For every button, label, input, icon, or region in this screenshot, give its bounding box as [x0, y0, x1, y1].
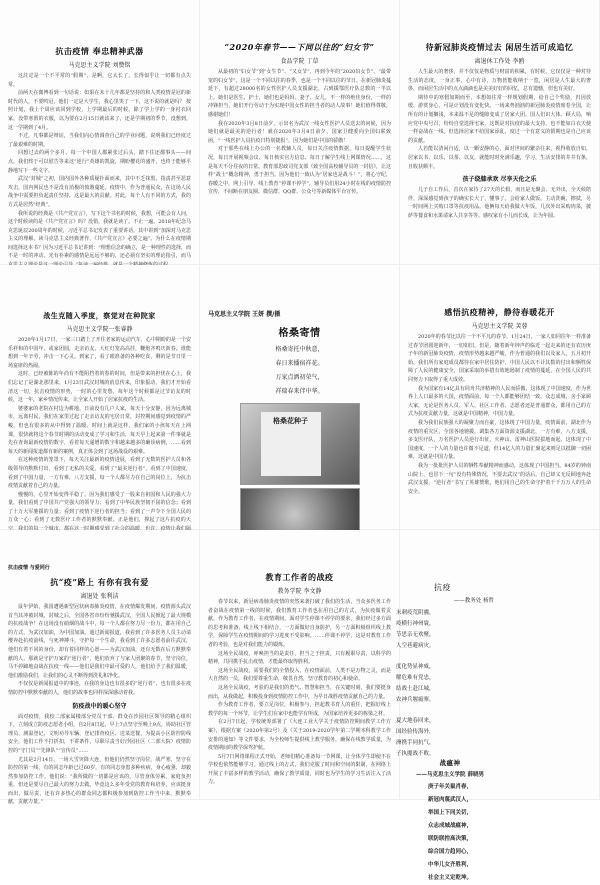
article-body — [208, 68, 391, 197]
paragraph: 回想过去的两个多月，每一个中国人都紧张过后头，踏下往还都事头——间点。我们终于可以慰告等来这“逆行”英雄的凯旋，期盼樱花的盛开，也终于能够平静地写下一些文字。 — [8, 150, 191, 174]
poem-line: 社会主义定乾坤。 — [427, 875, 472, 881]
paragraph: 人若能以清闲自适，以一颗安静的心，面对世间的繁杂往来，视得收放自如，居家以书、以乐、以茶、以友，就能时时充满乐趣，学习，生活安排的井井有条，且收获颇丰。 — [408, 146, 591, 170]
paragraph: 前两天在微博看到一句话说：如果在未十几年都是坚持的和人类疫情是冠的新时代的人，不要鸣冠，他们一定是大学生，我心里笑了一下，这不说的就是吗？ 按照计划，我上个周应该回到学校，上学期最后的时候。除了学上学的一身衬衣回家，没带寒假的衣服，以为要在2月15日就该来了，还是学期初的季节，没想到，这一学期到了4月。 — [8, 90, 191, 131]
poem-line: 综合国力趋同心， — [427, 849, 472, 855]
poem-line: 万家点洒初荣气， — [275, 374, 324, 381]
paragraph: 我为我们民族强大的凝聚力而自豪，这体现了中国力量，疫情面前，湖北作为疫情的重灾区，全国各地驰援，调集各方面资源支援湖北，一方有难，八方支援，多支医疗队，万名医护人员逆行出征，火神山、雷神山医院拔地而起，这体现了中国速度，一个人的力量也许微不足道，但14亿人的力量汇聚起来则足以抵御一切困难，这就是中国力量。 — [408, 419, 591, 461]
poem-line: 洲携手同抗气， — [396, 740, 435, 746]
paragraph: 这场全民战疫，呼唤担当的是责任，担当之于担责，只有履职尽责，以科学的精神，共同携手抗击疫情，才能最终取得胜利。 — [208, 650, 391, 666]
page-4 — [0, 265, 200, 530]
poem-line: 子执魔战不败。 — [396, 751, 435, 757]
page-9 — [396, 530, 600, 881]
poem-line: 结战士赴江城， — [396, 686, 435, 692]
section-tag: 抗击疫情 与爱同行 — [8, 565, 50, 571]
poem-body — [400, 781, 500, 885]
paragraph: 我为国家有14亿具有同舟共济精神的人民而骄傲，这体现了中国速度，作为世界上人口最多的大国，疫情面前，每一个人都能够团结一致、众志成城，舍小家顾大家，无论是医务人员、军人、社区工作者、志愿者还是普通群众，都用自己的方式为抗疫贡献力量，这就是中国精神，中国力量。 — [408, 385, 591, 418]
paragraph: 鼠年伊始，我国遭遇新型冠状病毒肺炎疫情，在疫情爆发期间，疫情源头武汉首当其冲被封城，封城之后，全国各省市纷纷驰援武汉，全国人民掀起了最大规模的抗疫战争！在这场没有硝烟的战斗中，每一个人都在努力尽一份力，都在用自己的方式，为武汉加油，为中国加油。通过新闻报道，我看到了许多医务人员主动请缨奔赴抗疫前线，与死神搏斗，守护每一个生命，我看到了许多志愿者前往武汉，他们有着不同的身份，却有着同样的心愿——为武汉加油，还有无数在后方默默奉献的人，那就是守护万家的“逆行者”，他们放弃了与家人团聚的春节，坚守岗位，马不停蹄地奋战在抗疫一线——他们是我们中最可爱的人，他们给予了我们温暖，他们激励我们，让我们的心灵不断得到洗礼和净化。 — [8, 604, 191, 679]
paragraph: 春节以来，新冠病毒肺炎疫情的突然来袭打破了我们的生活，当众多医务工作者奋战在疫情第一线的时候，我们教育工作者也在用自己的方式，为抗疫做着贡献，作为教育工作者，在疫情期间，面对学生停课不停学的要求，我们经过多方面的思考和准备，线上线下相结合，一方面做好自身防护，另一方面积极组织线上教学，保障学生在疫情期间的学习进度不受影响。……停课不停学，这是对教育工作者的考验，也是对我们能力的锻炼。 — [208, 599, 391, 648]
poem-line: 农神兵堰瘟寨。 — [396, 697, 435, 703]
poem-line: 中华儿女齐胜利， — [427, 862, 472, 868]
article-title: 抗击疫情 奉忠精神武器 — [55, 46, 144, 56]
seed-packet-photo — [240, 403, 360, 485]
page-header: 马克思主义学院 王妍 撰/摄 — [208, 311, 281, 318]
poem-line: 联防联控高决策， — [427, 836, 472, 842]
article-author: 食品学院 丁草 — [280, 58, 319, 65]
page-2 — [200, 0, 400, 265]
paragraph: 从最初的“妇女节”到“女生节”、“又女节”，再到今年的“2020妇女节”、“最带宠的妇女节”，这是一个不同以往的春季，也是一个不同以往的节日。在新冠肺炎蔓延下，有超过28000名的女性医护人员支援湖北，占到援鄂医疗队总数的一半以上。她们是医生、护士，她们也是妈妈、妻子、女儿，不一样的绝佳身份，一样的冲锋担当，她们开行劳动于为实现中国女性的担当者的动人故事！她们值得尊敬，感谢她们！ — [208, 69, 391, 118]
poem-line: 夏大地春回来， — [396, 718, 435, 724]
poem-line: 众志成城战瘟神， — [427, 823, 472, 829]
poem-line: 节思亲无欢聚， — [396, 632, 435, 638]
paragraph: 2020年1月17日，一家三口踏上了开往老家的运动汽车，心中期盼的是一个安乐祥和的中国年，或家团圆，走亲访友，大红灯笼高高挂，鞭炮齐鸣庆新春。谁能想到一年辛劳，冲击一下心灵。到家了，看了眼准备的各种吃食，剩的是节日里一场宴席的热闹。 — [8, 337, 191, 369]
paragraph: 这时，已经被陈的年尚有不能阻挡着的春的时间，但是带来的担忧在心上，我们忘记了是湖北那里来，1月23日武汉封城的消息传来，印象振动，我们才开始看清这一切，抗击疫情的形势，一时的心里发愁，每年这个时候都是过节访友的时候，这一年，家乡情况传来，让全家人开始了居家抗疫的生活。 — [8, 371, 191, 404]
poem-line: 末刺疫荒阴霾， — [396, 610, 435, 616]
poem-line: 国经验传海外， — [396, 729, 435, 735]
paragraph: 5月7日网络课程正式开始，老师们精心准备每一节网课，让全体学生即使不在学校也依然能够学习。通过线上的方式，我们克服了时间和空间的限制，在网络上开展了丰富多样的教学活动，确保了教学质量，同时也为学生的学习生活注入了活力。 — [208, 753, 391, 786]
poem-line: 疫横行神州寰， — [396, 621, 435, 627]
article-author: 马克思主义学院 刘赞铭 — [68, 62, 131, 69]
poem-line: 春日来播宿祥花。 — [275, 360, 324, 367]
seed-packet-card: 格桑花种子 — [261, 412, 321, 476]
poem-body — [396, 608, 494, 760]
article-body — [8, 603, 191, 807]
section-heading: 防疫战中的暖心坚守 — [72, 702, 127, 710]
page-6 — [400, 265, 600, 530]
article-title: 待新冠肺炎疫情过去 闲居生活可成追忆 — [425, 42, 574, 52]
article-title: 战生克随入季度，察觉对在种院家 — [43, 311, 156, 320]
paragraph: 慢慢的，心里开始变得平稳了。因为我们感受了一股来自祖国和人民的强大力量，我们看到了中国共产党强大的领导力；看到了中华民族坚韧不屈的信念；看到了十万大军驰援的力量；看到了疫情下逆行者的担当；看到了一声令下全国人民的万众一心；看到了无数医疗工作者的默默奉献。正是他们，撑起了这片抗疫的天 — [8, 491, 191, 524]
poem-line: 解危难有党忠， — [396, 675, 435, 681]
paragraph: 这场全民战疫，考验的是我们的勇气、智慧和担当，在关键时刻，我们要挺身而出，从我做起，积极投身到疫情防控工作中，为早日战胜疫情贡献自己的力量。 — [208, 684, 391, 700]
paragraph: 婆婆家的老院在村边为耕地，日前没有几户人家，每天十分安静，因为远离城市，远离村民，我们在家里过起了走亲访友的宅居日常，封控期间感觉到疫情的严峻，但也有很多的从中得到了温暖，时间上就是这样，我们家的小孩每天在上网课，很快就将这个春节时期的活动变成了学习和生活，每天早上起来第一件事就是先在查询最新疫情的数字，看着每天递增的数字和越来越多的确诊病例，……看到每天的新闻报道都有新的案例，真正体会到了这场战役的艰难。 — [8, 405, 191, 455]
page-5 — [200, 265, 400, 530]
poem-author: ——马克思主义学院 薛晓男 — [416, 772, 484, 778]
article-title: 抗“疫”路上 有你有我有爱 — [50, 577, 149, 587]
paragraph: 我为一批批医护人员的牺牲奉献精神而感动，这体现了中国担当。84岁的钟南山院士，也冒下一句“没有特殊情况，不要去武汉”的话后，自己却义无反顾地奔赴武汉支援，“逆行者”书写了英雄赞歌，他们用自己的生命守护着千千万万人的生命安全。 — [408, 462, 591, 495]
paragraph: 期待中的寒假如期而至，本想如往常一样规划假期，给自己个奖励，归因放缓、游赏身心，可是计划没有变化快。一场来势汹汹的新冠肺炎疫情席卷全国，让所有的计划搁浅，本来温不足的缝隙变成了居家大团。国人们识大体、顾大局，响应党中央号召，纷纷自觉选择宅家，这既是对抗疫的最大支持，也不能如白衣天使一样奋战在一线。但选择居家不给国家添乱，度过一个有意义的假期也是自己应该的贡献。 — [408, 94, 591, 144]
paragraph: 面对疫情，我校二部家属楼部分党员干部、群众在沙园社区领导的精心组织下，立刻成立防疫志愿者小组，自2月8日起，早上7点坚守至晚上9点，协助社区管理员、测温登记、文明劝导车辆、登记排查疫区、送菜送餐，为提高小区防控防线安全，他们工作不打折扣，不讲条件，尽职尽责当好沙园社区（二部大院）疫情防控的“守门员”“先锋队”“宣传员”…… — [8, 713, 191, 754]
paragraph: 这场全民战疫，需要我们的全情投入，在疫情面前，人类不是万物之灵，而是大自然的一员，我们要尊重生命，敬畏自然，坚守教育的初心和使命。 — [208, 667, 391, 683]
paragraph: 我在2020年3月8日前夕，示出名为武汉一线女性医护人员送去的问候，因为她们就是最美的逆行者！就在2020年3月8日前夕，国家卫健委向全国妇联致函，“一线医护人员抗疫日特别捷报”，因为她们是中国的骄傲！ — [208, 120, 391, 144]
section-heading: 孩子绕膝承欢 尽享天伦之乐 — [462, 176, 537, 184]
article-body — [8, 72, 191, 270]
poem-line: 人空巷避病灾。 — [396, 643, 435, 649]
paragraph: 儿子自工作后，首次在家待了27天的长假，而且是无聚会、无外出，全天候陪伴，深深感觉到孩子的确实长大了，懂事了。会给家人做饭、主动洗碗、擦拭，另一时间网上买购口罩等抗疫用品。他俩每天给我做大年饭，几次外出采购肉菜，披萨等餐食和水果请家人共享等等。感叹家有小儿而长成，让为年圆。 — [408, 187, 591, 219]
page-3 — [400, 0, 600, 265]
article-title: 教育工作者的战疫 — [265, 572, 334, 582]
paragraph: 我所说的经典是《共产党宣言》，写下这个书名的时候，我想，可能会有人问，这个时候读的是《共产党宣言》吗？没错，我就是读了。不止一遍。2018年纪念马克思诞辰200周年的时候，习近平总书记发表了重要讲话，其中讲到“加深对马克思主义的理解，读马克思主义经典著作，《共产党宣言》必要之遍”。为什么在疫情期间选择这本书？因为习近平总书记讲到：“理想信念的确立，是一种理性的选择，而不是一时的冲动。光有朴素的感情是远远不够的，还必须有坚实的理论指引，而马 — [8, 210, 191, 260]
poem-title: 战瘟神 — [439, 759, 461, 767]
poem-line: 举国上下同关切， — [427, 810, 472, 816]
page-7 — [0, 530, 200, 806]
article-body — [408, 68, 591, 221]
paragraph: 作为教育工作者，要立足岗位，积极参与，担起教书育人的重任，把握好线上教学的每一个环节，让学生们在家中也能学有所成，为国家培养更多的栋梁之材。 — [208, 702, 391, 717]
article-body — [8, 336, 191, 542]
page-1 — [0, 0, 200, 265]
paragraph: 尤其是2月14日，一场大雪突降大连，但他们仍然坚守岗位，战严寒，坚守在防控的第一线，有的同志年龄已过60岁，有的同志身患多种疾病，身心疲惫，却毅然参加防控工作。他们说：“我所做的一切都是应该的，尽管身体劳累，家庭负担重，但还是要尽自己最大的努力去做。毕竟这么多年受党的教育和培养，应该挺身而出，做尽责，还有许多热心的群众同志都积极参加到防控工作当中来，默默奉献，贡献力量。” — [8, 756, 191, 806]
poem-line: 度化势显神威， — [396, 664, 435, 670]
article-author: 离退休工作处 李鸥 — [474, 58, 525, 65]
article-title: 感悟抗疫精神，静待春暖花开 — [444, 307, 555, 317]
poem — [208, 343, 391, 399]
paragraph: 不过，凡事都是辩证，当我们向心情调查自己的学业问题，说明我们已经度过了最艰难的时期。 — [8, 133, 191, 148]
poem-line: 庚子年关鼠肖春， — [427, 784, 472, 790]
poem-line: 祥瑞春来伴中华。 — [275, 388, 324, 395]
article-author: 马克思主义学院 芙蓉 — [471, 323, 528, 330]
page-8 — [200, 530, 400, 800]
paragraph: 不仅仅是新闻报道中的事迹，在我的身边也有很多的“逆行者”，也有很多在疫情防控中默默奉献的人，他们的故事也同样深深感动着我。 — [8, 681, 191, 696]
paragraph: 人生最大的奢侈，并不仅仅是物质与财富的积累，有时候，它仅仅是一种对待生活的态度，一身正事，心中有诗，万物皆能收纳于一览，闲居是人生最大的奢侈，而闲居生活中的点点滴滴也是美美好好的回忆，总有遗憾，但也有美好。 — [408, 69, 591, 93]
paragraph: 在2月7日起，学校统筹部署了《大连工业大学关于疫情防控期间教学工作方案》，根据方案（2020年第2号）及《关于2019-2020学年第二学期本科教学工作安排的通知》等文件要求，为全校师生提供线上教学服务，确保在线教学质量，为疫情期间的教学保驾护航。 — [208, 719, 391, 752]
poem-author: ——教务处 杨哲 — [453, 598, 494, 604]
poem-line: 新冠肉蔑武汉人， — [427, 797, 472, 803]
poem-kangyi — [396, 576, 494, 760]
paragraph: 2020年的春节比以往一个不平凡的春节，1月24日，一家人如同往年一样准备过春节团圆迎新年，一切如旧，但是，随着新年钟声的临近一起走来的还有农历庚子年的新冠肺炎疫情，疫情形势越来越严峻，作为普通的我们以及家人，五月初开始，我们所有家庭成员都待在家中居住防护，中国人民以不计其数的付出和牺牲保障了人民的健康安全，国家采取的举措有效地遏制了疫情的蔓延，在全国人民的共同努力下取得了重大成效。 — [408, 334, 591, 383]
paragraph: 这註定是一个不平常的“假期”，是啊，它太长了，长得似乎让一切都有点失常。 — [8, 73, 191, 88]
poem-title: 格桑寄情 — [278, 328, 321, 339]
article-author: 离退处 张利洁 — [80, 593, 119, 600]
paragraph: 在这种疫情的笼罩下，每天关注最新的疫情进展，看到了无数的医护人员和各级领导的默默付出，看到了无私的关爱，看到了“最美逆行者”，看到了中国速度，看到了中国力量，一方有难，八方支援，每一个人都尽力在自己的岗位上，为抗击疫情贡献着自己的力量。 — [8, 457, 191, 490]
poem-line: 格桑寄托中秋意， — [275, 346, 324, 353]
paragraph: 武汉“封城”之初，国内国外各种质疑扑面而来，其中不乏抹黑、指责甚至恶意攻击，国内网民也不是没有消极的愤懑蔓延。疫情中，作为普通民众，在这场人民战争中需要担负起责任坚持，这是最大的贡献。对此，每个人有不同的方式，我的方式是居然“经典”。 — [8, 176, 191, 208]
article-author: 马克思主义学院一张睿静 — [66, 326, 133, 333]
article-title: “2020年春节——下同以往的“妇女节” — [224, 42, 375, 52]
poem-zhanwenshen — [400, 752, 500, 885]
article-body — [408, 333, 591, 496]
paragraph: 对于那些在线上办公的一名教辅人员，每日关注疫情数据，每日提醒学生状况，每日开展视频会议、每日核实官方信息、每日了解学生线上网课情况……，这是每天不分昼夜的日常。教育部思政司党支部《致全国高校辅导员的一封信》，让这样“战士”概念精神，勇于担当。因为他们一致认为“居家也是战斗！”，将心守纪，春暖之中，网上引导、线上教育“停课不停学”，辅导员们用24小时在线的疫情防控宣传，不间断在朋友圈、微信群、QQ群、公众号等新媒体平台宣传。 — [208, 146, 391, 196]
article-body — [208, 598, 391, 787]
article-author: 教务学院 李文静 — [277, 588, 322, 595]
poem-title: 抗疫 — [434, 583, 451, 592]
